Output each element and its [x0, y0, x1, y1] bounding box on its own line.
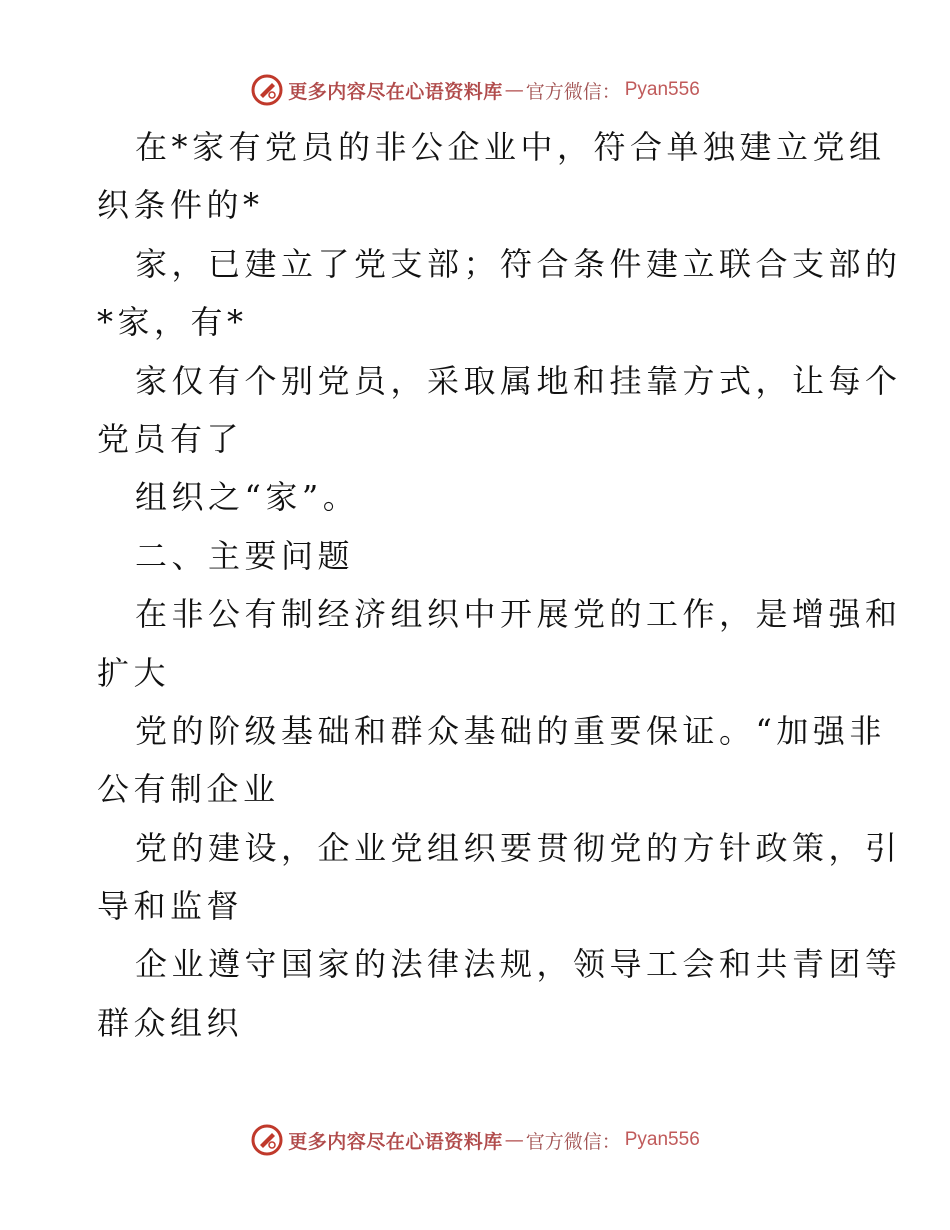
body-line: 扩大 — [97, 653, 171, 692]
body-line: 组织之“家”。 — [135, 478, 360, 517]
body-line: 群众组织 — [97, 1003, 244, 1042]
banner-slogan: 更多内容尽在心语资料库 — [288, 1130, 503, 1153]
body-line: 在非公有制经济组织中开展党的工作，是增强和 — [135, 595, 902, 634]
banner-wechat-id: Pyan556 — [624, 79, 700, 100]
document-body — [97, 118, 902, 1052]
body-line: 党员有了 — [97, 419, 244, 458]
section-heading: 二、主要问题 — [135, 536, 355, 575]
body-line: 导和监督 — [97, 887, 244, 926]
seal-logo-icon — [250, 1123, 284, 1157]
body-line: 党的阶级基础和群众基础的重要保证。“加强非 — [135, 711, 886, 750]
footer-banner — [0, 1120, 950, 1160]
banner-dash: — — [504, 1129, 524, 1151]
header-banner — [0, 70, 950, 110]
body-line: 织条件的* — [97, 186, 264, 225]
body-line: *家，有* — [97, 303, 248, 342]
banner-slogan: 更多内容尽在心语资料库 — [288, 80, 503, 103]
banner-wechat-id: Pyan556 — [624, 1129, 700, 1150]
seal-logo-icon — [250, 73, 284, 107]
body-line: 党的建设，企业党组织要贯彻党的方针政策，引 — [135, 828, 902, 867]
body-line: 企业遵守国家的法律法规，领导工会和共青团等 — [135, 945, 902, 984]
body-line: 在*家有党员的非公企业中，符合单独建立党组 — [135, 128, 886, 166]
body-line: 公有制企业 — [97, 770, 280, 809]
banner-wechat-label: 官方微信： — [525, 1130, 621, 1153]
body-line: 家，已建立了党支部；符合条件建立联合支部的 — [135, 244, 902, 283]
banner-dash: — — [504, 79, 524, 101]
body-line: 家仅有个别党员，采取属地和挂靠方式，让每个 — [135, 361, 902, 400]
banner-wechat-label: 官方微信： — [525, 80, 621, 103]
